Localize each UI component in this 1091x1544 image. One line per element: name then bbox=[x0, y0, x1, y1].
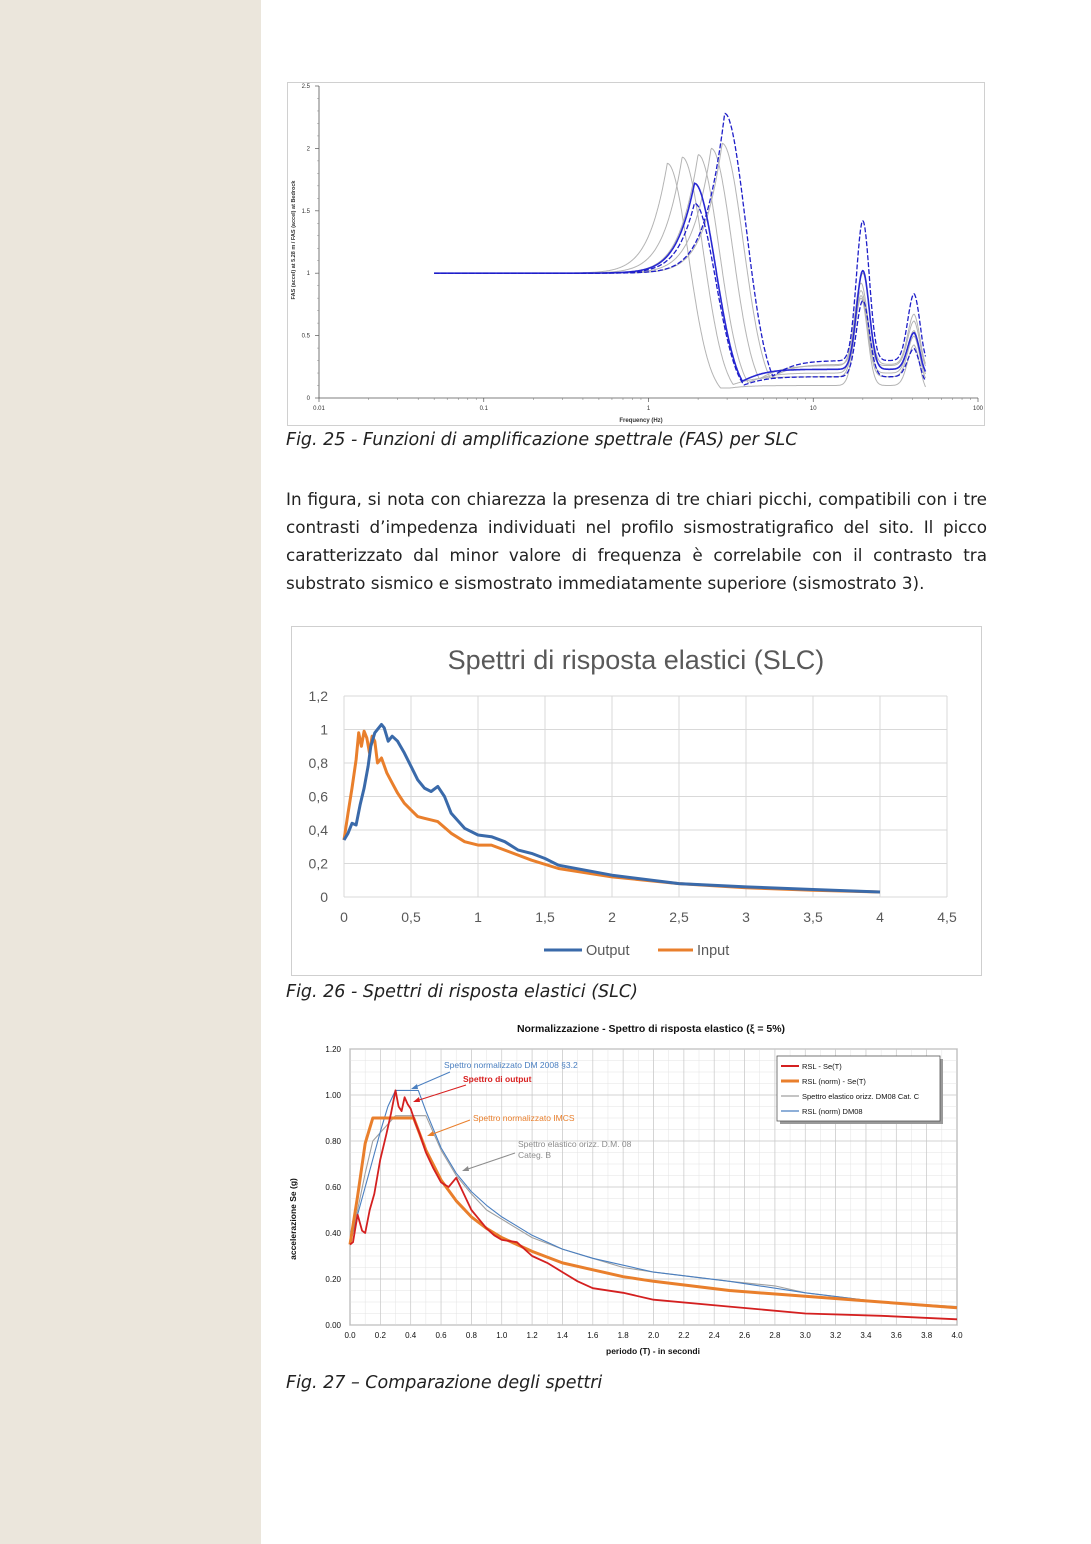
normalization-x-tick-label: 0.2 bbox=[374, 1331, 386, 1340]
elastic-x-tick-label: 4,5 bbox=[937, 909, 957, 925]
elastic-x-tick-label: 0 bbox=[340, 909, 348, 925]
elastic-y-tick-label: 1,2 bbox=[308, 688, 328, 704]
annotation-imcs: Spettro normalizzato IMCS bbox=[473, 1113, 575, 1123]
fas-chart bbox=[287, 82, 985, 426]
normalization-y-tick-label: 0.80 bbox=[325, 1137, 341, 1146]
normalization-x-tick-label: 3.2 bbox=[830, 1331, 842, 1340]
normalization-x-tick-label: 4.0 bbox=[951, 1331, 963, 1340]
legend-label-cat-c: Spettro elastico orizz. DM08 Cat. C bbox=[802, 1092, 920, 1101]
annotation-output: Spettro di output bbox=[463, 1074, 532, 1084]
elastic-x-tick-label: 2,5 bbox=[669, 909, 689, 925]
fig25-caption: Fig. 25 - Funzioni di amplificazione spettrale (FAS) per SLC bbox=[286, 430, 798, 450]
normalization-x-tick-label: 1.6 bbox=[587, 1331, 599, 1340]
fas-x-tick-label: 0.01 bbox=[313, 406, 325, 412]
legend-label-rsl-norm: RSL (norm) - Se(T) bbox=[802, 1077, 866, 1086]
legend-label-input: Input bbox=[697, 943, 730, 959]
normalization-x-tick-label: 0.6 bbox=[435, 1331, 447, 1340]
normalization-y-tick-label: 1.20 bbox=[325, 1045, 341, 1054]
elastic-x-tick-label: 4 bbox=[876, 909, 884, 925]
fas-x-axis-label: Frequency (Hz) bbox=[619, 418, 663, 424]
elastic-x-tick-label: 1 bbox=[474, 909, 482, 925]
normalization-x-tick-label: 0.8 bbox=[465, 1331, 477, 1340]
fig27-caption: Fig. 27 – Comparazione degli spettri bbox=[286, 1373, 603, 1393]
normalization-x-tick-label: 0.4 bbox=[405, 1331, 417, 1340]
fas-y-tick-label: 2.5 bbox=[301, 84, 310, 90]
normalization-x-tick-label: 2.6 bbox=[738, 1331, 751, 1340]
normalization-x-axis-label: periodo (T) - in secondi bbox=[606, 1346, 700, 1356]
elastic-x-tick-label: 2 bbox=[608, 909, 616, 925]
annotation-catb: Spettro elastico orizz. D.M. 08 Categ. B bbox=[518, 1139, 632, 1160]
legend-label-dm08: RSL (norm) DM08 bbox=[802, 1107, 863, 1116]
normalization-y-tick-label: 0.40 bbox=[325, 1229, 341, 1238]
elastic-x-tick-label: 0,5 bbox=[401, 909, 421, 925]
fas-y-tick-label: 0.5 bbox=[301, 333, 310, 340]
normalization-chart bbox=[290, 1018, 980, 1362]
fas-x-tick-label: 100 bbox=[972, 406, 984, 412]
elastic-y-tick-label: 0,8 bbox=[308, 755, 328, 771]
normalization-y-tick-label: 0.20 bbox=[325, 1275, 341, 1284]
normalization-x-tick-label: 0.0 bbox=[344, 1331, 356, 1340]
normalization-y-tick-label: 0.60 bbox=[325, 1183, 341, 1192]
fas-x-tick-label: 1 bbox=[646, 406, 651, 412]
normalization-x-tick-label: 1.0 bbox=[496, 1331, 508, 1340]
fas-y-tick-label: 1 bbox=[306, 271, 310, 278]
normalization-x-tick-label: 3.0 bbox=[799, 1331, 811, 1340]
fas-x-tick-label: 10 bbox=[809, 406, 817, 412]
normalization-x-tick-label: 2.4 bbox=[708, 1331, 720, 1340]
elastic-y-tick-label: 0,4 bbox=[308, 822, 328, 838]
normalization-x-tick-label: 1.2 bbox=[526, 1331, 538, 1340]
elastic-y-tick-label: 0 bbox=[320, 889, 328, 905]
annotation-catb-box bbox=[518, 1139, 658, 1171]
normalization-x-tick-label: 3.4 bbox=[860, 1331, 872, 1340]
elastic-spectra-chart bbox=[291, 626, 982, 976]
normalization-x-tick-label: 1.4 bbox=[556, 1331, 569, 1340]
page-sidebar bbox=[0, 0, 261, 1544]
normalization-legend bbox=[777, 1056, 943, 1124]
normalization-x-tick-label: 1.8 bbox=[617, 1331, 629, 1340]
normalization-x-tick-label: 2.2 bbox=[678, 1331, 690, 1340]
elastic-x-tick-label: 3,5 bbox=[803, 909, 823, 925]
legend-label-rsl: RSL - Se(T) bbox=[802, 1062, 842, 1071]
elastic-y-tick-label: 0,6 bbox=[308, 788, 328, 805]
fig26-caption: Fig. 26 - Spettri di risposta elastici (SLC) bbox=[286, 982, 638, 1002]
normalization-chart-title: Normalizzazione - Spettro di risposta elastico (ξ = 5%) bbox=[516, 1023, 786, 1035]
body-paragraph: In figura, si nota con chiarezza la presenza di tre chiari picchi, compatibili con i tre contrasti d’impedenza individuati nel profilo sismostratigrafico del sito. Il picco caratterizzato dal minor valore di frequenza è correlabile con il contrasto tra substrato sismico e sismostrato immediatamente superiore (sismostrato 3). bbox=[286, 489, 987, 593]
fas-y-tick-label: 0 bbox=[306, 396, 310, 402]
elastic-x-tick-label: 1,5 bbox=[535, 909, 555, 925]
normalization-y-tick-label: 0.00 bbox=[325, 1321, 341, 1330]
normalization-x-tick-label: 2.0 bbox=[647, 1331, 660, 1340]
fas-y-tick-label: 2 bbox=[306, 146, 310, 153]
fas-y-axis-label: FAS (accel) at 5.28 m / FAS (accel) at Bedrock bbox=[291, 180, 297, 300]
elastic-y-tick-label: 1 bbox=[320, 721, 328, 738]
fas-x-tick-label: 0.1 bbox=[479, 406, 488, 412]
normalization-y-tick-label: 1.00 bbox=[325, 1091, 341, 1100]
normalization-y-axis-label-box bbox=[288, 1131, 312, 1261]
normalization-x-tick-label: 3.8 bbox=[921, 1331, 933, 1340]
elastic-y-tick-label: 0,2 bbox=[308, 855, 328, 872]
normalization-x-tick-label: 2.8 bbox=[769, 1331, 781, 1340]
legend-label-output: Output bbox=[586, 943, 630, 959]
elastic-x-tick-label: 3 bbox=[742, 909, 750, 925]
fas-y-tick-label: 1.5 bbox=[301, 208, 310, 215]
annotation-dm2008: Spettro normalizzato DM 2008 §3.2 bbox=[444, 1060, 578, 1070]
normalization-x-tick-label: 3.6 bbox=[890, 1331, 902, 1340]
elastic-chart-title: Spettri di risposta elastici (SLC) bbox=[447, 645, 825, 675]
normalization-y-axis-label: accelerazione Se (g) bbox=[288, 1178, 298, 1260]
